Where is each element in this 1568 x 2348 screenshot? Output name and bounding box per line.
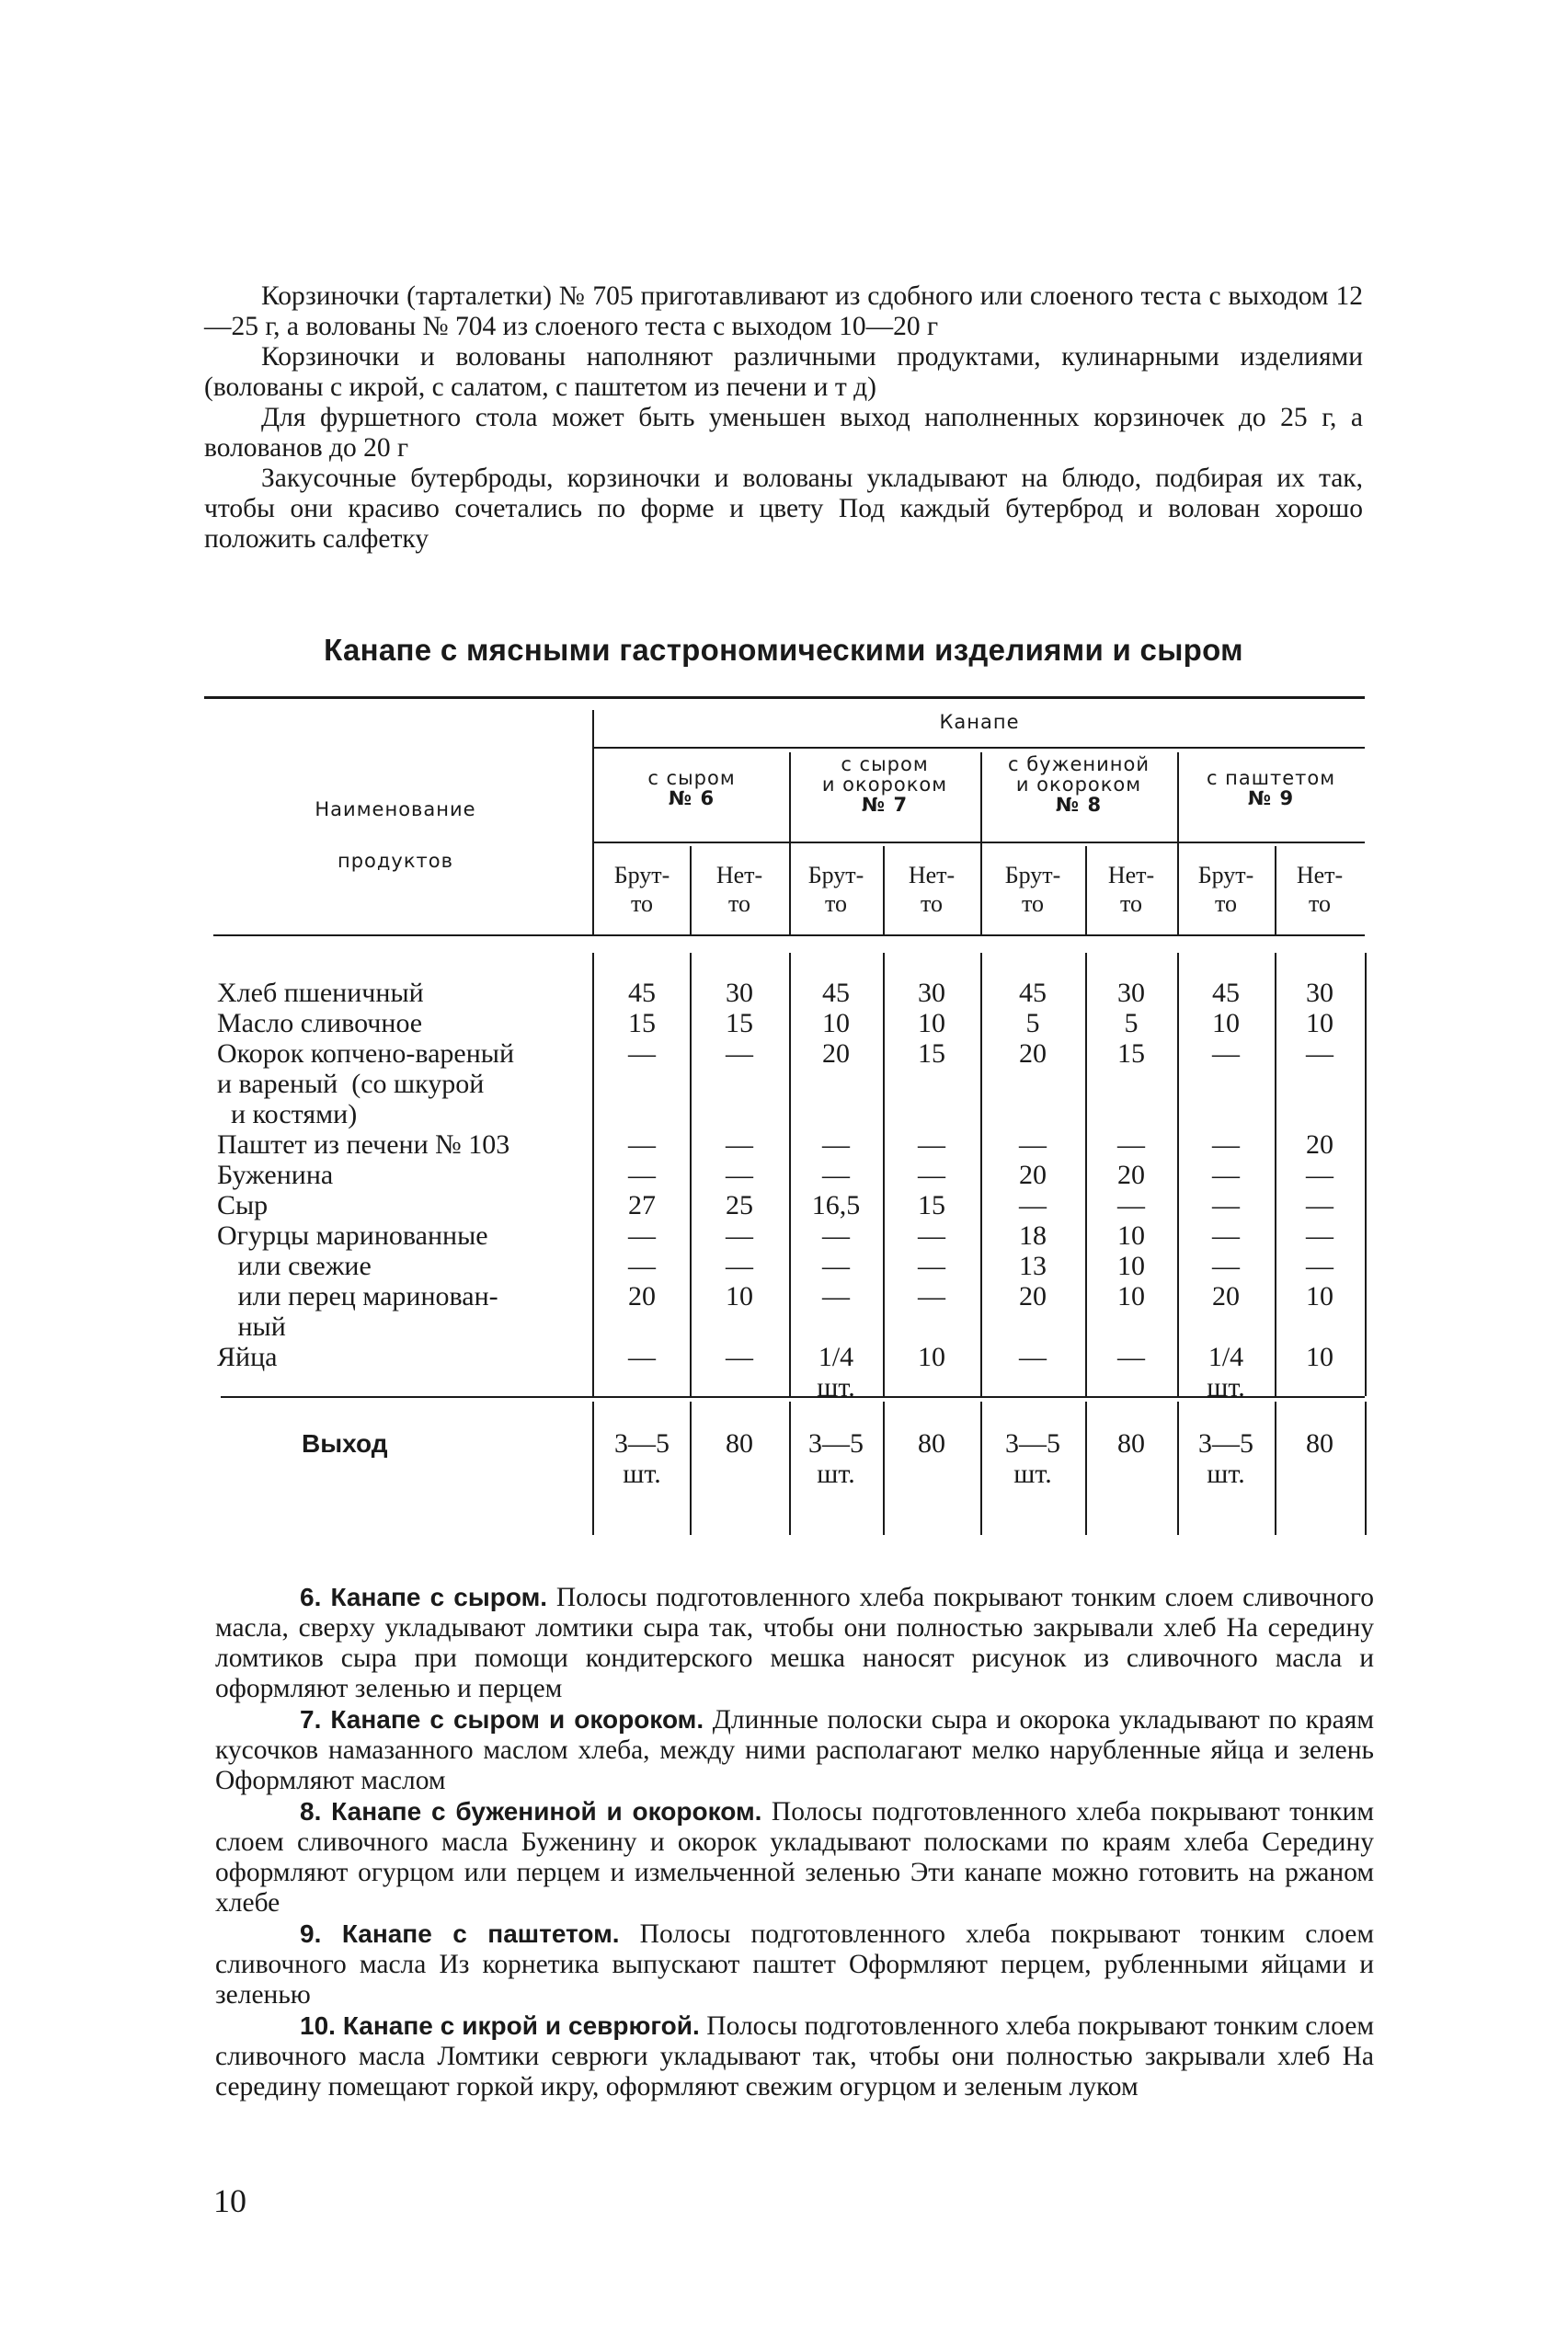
yield-unit: шт. xyxy=(817,1459,855,1489)
recipe-title: 10. Канапе с икрой и севрюгой. xyxy=(300,2011,700,2040)
yield-cell: 80 xyxy=(1117,1428,1145,1459)
column-rule xyxy=(1085,1402,1087,1535)
table-cell: — xyxy=(918,1220,945,1251)
table-cell: 20 xyxy=(1117,1160,1145,1190)
table-cell: 30 xyxy=(1117,978,1145,1008)
recipe-title: 7. Канапе с сыром и окороком. xyxy=(300,1705,704,1734)
table-cell: 1/4 xyxy=(1207,1342,1244,1372)
column-rule xyxy=(980,953,982,1396)
variant-header-line: и окороком xyxy=(821,773,948,796)
brutto-header-line: то xyxy=(1214,890,1238,917)
variant-header-line: № 9 xyxy=(1247,787,1295,809)
row-label: или свежие xyxy=(217,1251,372,1281)
header-bottom-rule xyxy=(213,934,1365,936)
table-cell: — xyxy=(1306,1251,1333,1281)
column-rule xyxy=(1177,1402,1179,1535)
table-cell: 20 xyxy=(822,1038,850,1069)
column-rule xyxy=(1275,1402,1276,1535)
table-cell: — xyxy=(726,1129,753,1160)
table-cell: 5 xyxy=(1124,1008,1139,1038)
recipe-text: Полосы подготовленного хлеба покрывают тонким слоем сливочного масла Из корнетика выпускают паштет Оформляют перцем, рубленными яйцами и зеленью xyxy=(215,1919,1374,2010)
row-label: Масло сливочное xyxy=(217,1008,423,1038)
table-cell: — xyxy=(726,1342,753,1372)
table-cell: 27 xyxy=(628,1190,656,1220)
table-cell: 10 xyxy=(918,1342,945,1372)
table-cell: — xyxy=(1117,1342,1145,1372)
group-rule xyxy=(789,752,791,934)
name-header-line: продуктов xyxy=(338,850,453,872)
column-rule xyxy=(789,953,791,1396)
table-cell: 15 xyxy=(918,1038,945,1069)
table-cell: 10 xyxy=(1306,1008,1333,1038)
table-cell: — xyxy=(1019,1342,1047,1372)
brutto-header xyxy=(980,861,1085,918)
column-rule xyxy=(1177,953,1179,1396)
page-number: 10 xyxy=(213,2182,246,2219)
table-cell: 20 xyxy=(1019,1038,1047,1069)
yield-cell: 3—5 xyxy=(614,1428,670,1459)
row-label: Хлеб пшеничный xyxy=(217,978,424,1008)
subcolumn-rule xyxy=(1085,846,1087,934)
subcolumn-rule xyxy=(1275,846,1276,934)
table-cell: — xyxy=(1306,1220,1333,1251)
table-cell: 45 xyxy=(822,978,850,1008)
table-cell: — xyxy=(628,1342,656,1372)
name-header-line: Наименование xyxy=(315,798,476,820)
variant-header-line: и окороком xyxy=(1015,773,1142,796)
table-cell: 20 xyxy=(628,1281,656,1311)
table-cell: — xyxy=(918,1160,945,1190)
variant-header xyxy=(1177,768,1365,808)
column-rule xyxy=(789,1402,791,1535)
table-cell: — xyxy=(628,1038,656,1069)
table-cell: 15 xyxy=(918,1190,945,1220)
yield-cell: 3—5 xyxy=(808,1428,864,1459)
intro-paragraph: Корзиночки (тарталетки) № 705 приготавливают из сдобного или слоеного теста с выходом 12—25 г, а волованы № 704 из слоеного теста с выходом 10—20 г xyxy=(204,281,1363,341)
table-cell: — xyxy=(822,1220,850,1251)
brutto-header xyxy=(1177,861,1275,918)
netto-header xyxy=(1275,861,1365,918)
table-cell: 45 xyxy=(1019,978,1047,1008)
header-rule xyxy=(592,747,1365,749)
netto-header-line: Нет- xyxy=(1296,862,1344,888)
table-cell: — xyxy=(918,1281,945,1311)
table-cell: — xyxy=(628,1160,656,1190)
table-cell: — xyxy=(822,1129,850,1160)
variant-header-line: с сыром xyxy=(841,753,929,775)
header-rule xyxy=(592,842,1365,843)
variant-header-line: с паштетом xyxy=(1206,767,1336,789)
recipe-descriptions xyxy=(215,1582,1374,2102)
brutto-header-line: Брут- xyxy=(1004,862,1061,888)
table-cell: — xyxy=(628,1129,656,1160)
recipe-item xyxy=(215,1582,1374,1704)
table-cell: — xyxy=(918,1251,945,1281)
recipe-item xyxy=(215,1796,1374,1918)
table-cell: 10 xyxy=(822,1008,850,1038)
table-cell: 10 xyxy=(1306,1281,1333,1311)
variant-header xyxy=(789,754,980,815)
netto-header-line: то xyxy=(1119,890,1143,917)
table-cell: — xyxy=(1117,1190,1145,1220)
netto-header-line: то xyxy=(1308,890,1332,917)
group-header: Канапе xyxy=(939,711,1020,733)
column-rule xyxy=(690,1402,692,1535)
table-cell: — xyxy=(1019,1190,1047,1220)
table-cell: — xyxy=(1117,1129,1145,1160)
table-cell: — xyxy=(628,1220,656,1251)
table-cell: — xyxy=(726,1251,753,1281)
netto-header xyxy=(690,861,789,918)
table-cell: 25 xyxy=(726,1190,753,1220)
table-cell: 15 xyxy=(726,1008,753,1038)
recipe-title: 8. Канапе с бужениной и окороком. xyxy=(300,1797,762,1826)
brutto-header-line: Брут- xyxy=(1197,862,1254,888)
name-column-header xyxy=(221,784,570,887)
yield-cell: 80 xyxy=(918,1428,945,1459)
yield-cell: 3—5 xyxy=(1005,1428,1060,1459)
intro-paragraph: Закусочные бутерброды, корзиночки и волованы укладывают на блюдо, подбирая их так, чтобы они красиво сочетались по форме и цвету Под каждый бутерброд и волован хорошо положить салфетку xyxy=(204,464,1363,554)
table-cell: 30 xyxy=(918,978,945,1008)
yield-unit: шт. xyxy=(1207,1459,1245,1489)
table-cell: 18 xyxy=(1019,1220,1047,1251)
row-label: и вареный (со шкурой xyxy=(217,1069,485,1099)
row-label: Огурцы маринованные xyxy=(217,1220,488,1251)
table-cell: 45 xyxy=(1212,978,1240,1008)
table-cell: 10 xyxy=(1306,1342,1333,1372)
table-cell: 5 xyxy=(1025,1008,1040,1038)
row-label: Сыр xyxy=(217,1190,269,1220)
table-cell: 13 xyxy=(1019,1251,1047,1281)
table-cell: 16,5 xyxy=(811,1190,861,1220)
table-cell: 20 xyxy=(1019,1160,1047,1190)
table-cell: 20 xyxy=(1212,1281,1240,1311)
table-cell: — xyxy=(726,1220,753,1251)
intro-paragraph: Корзиночки и волованы наполняют различными продуктами, кулинарными изделиями (волованы с икрой, с салатом, с паштетом из печени и т д) xyxy=(204,342,1363,402)
netto-header-line: Нет- xyxy=(1107,862,1155,888)
table-cell: 45 xyxy=(628,978,656,1008)
recipe-text: Полосы подготовленного хлеба покрывают тонким слоем сливочного масла Ломтики севрюги укладывают так, чтобы они полностью закрывали хлеб На середину помещают горкой икру, оформляют свежим огурцом и зеленым луком xyxy=(215,2011,1374,2102)
table-cell: — xyxy=(628,1251,656,1281)
row-label: Буженина xyxy=(217,1160,334,1190)
table-cell: 1/4 xyxy=(818,1342,854,1372)
yield-cell: 3—5 xyxy=(1198,1428,1253,1459)
column-rule xyxy=(1365,953,1367,1396)
column-rule xyxy=(883,953,885,1396)
brutto-header-line: Брут- xyxy=(807,862,864,888)
variant-header-line: № 8 xyxy=(1055,794,1103,816)
table-cell: 15 xyxy=(1117,1038,1145,1069)
table-cell: — xyxy=(1212,1038,1240,1069)
recipe-title: 6. Канапе с сыром. xyxy=(300,1583,548,1611)
table-cell: — xyxy=(1212,1220,1240,1251)
netto-header-line: то xyxy=(727,890,751,917)
variant-header-line: с сыром xyxy=(647,767,736,789)
row-label: ный xyxy=(217,1311,286,1342)
recipe-item xyxy=(215,2010,1374,2102)
netto-header-line: Нет- xyxy=(908,862,956,888)
yield-cell: 80 xyxy=(726,1428,753,1459)
column-rule xyxy=(883,1402,885,1535)
row-label: Яйца xyxy=(217,1342,278,1372)
netto-header xyxy=(1085,861,1177,918)
table-top-rule xyxy=(204,696,1365,699)
table-cell: 10 xyxy=(1117,1251,1145,1281)
table-cell: — xyxy=(1306,1190,1333,1220)
group-rule xyxy=(980,752,982,934)
table-cell: 10 xyxy=(726,1281,753,1311)
row-label: или перец маринован- xyxy=(217,1281,498,1311)
table-cell: 30 xyxy=(726,978,753,1008)
table-cell: — xyxy=(822,1251,850,1281)
recipe-text: Полосы подготовленного хлеба покрывают тонким слоем сливочного масла Буженину и окорок укладывают полосками по краям хлеба Середину оформляют огурцом или перцем и измельченной зеленью Эти канапе можно готовить на ржаном хлебе xyxy=(215,1797,1374,1918)
brutto-header-line: то xyxy=(630,890,654,917)
table-cell: — xyxy=(1212,1190,1240,1220)
recipe-item xyxy=(215,1704,1374,1796)
table-cell: — xyxy=(1019,1129,1047,1160)
yield-unit: шт. xyxy=(623,1459,661,1489)
table-cell: — xyxy=(726,1160,753,1190)
variant-header-line: с бужениной xyxy=(1007,753,1150,775)
column-rule xyxy=(1275,953,1276,1396)
table-cell: — xyxy=(1306,1160,1333,1190)
table-cell: — xyxy=(822,1160,850,1190)
netto-header-line: Нет- xyxy=(715,862,763,888)
brutto-header xyxy=(789,861,883,918)
recipe-text: Длинные полоски сыра и окорока укладывают по краям кусочков намазанного маслом хлеба, между ними располагают мелко нарубленные яйца и зелень Оформляют маслом xyxy=(215,1705,1374,1795)
recipe-title: 9. Канапе с паштетом. xyxy=(300,1919,620,1948)
row-label: и костями) xyxy=(217,1099,358,1129)
brutto-header-line: то xyxy=(824,890,848,917)
table-cell: — xyxy=(1212,1129,1240,1160)
table-cell: — xyxy=(1212,1251,1240,1281)
subcolumn-rule xyxy=(690,846,692,934)
table-cell: 10 xyxy=(1117,1220,1145,1251)
table-cell: 20 xyxy=(1306,1129,1333,1160)
recipe-item xyxy=(215,1918,1374,2010)
yield-label: Выход xyxy=(302,1429,388,1458)
table-cell: — xyxy=(918,1129,945,1160)
column-rule xyxy=(1085,953,1087,1396)
brutto-header xyxy=(594,861,690,918)
recipe-text: Полосы подготовленного хлеба покрывают тонким слоем сливочного масла, сверху укладывают ломтики сыра так, чтобы они полностью закрывали хлеб На середину ломтиков сыра при помощи кондитерского мешка наносят рисунок из сливочного масла и оформляют зеленью и перцем xyxy=(215,1583,1374,1703)
column-rule xyxy=(690,953,692,1396)
yield-unit: шт. xyxy=(1013,1459,1052,1489)
table-cell: 30 xyxy=(1306,978,1333,1008)
intro-paragraph: Для фуршетного стола может быть уменьшен выход наполненных корзиночек до 25 г, а волованов до 20 г xyxy=(204,403,1363,463)
table-cell: — xyxy=(726,1038,753,1069)
table-cell: 10 xyxy=(1117,1281,1145,1311)
variant-header-line: № 6 xyxy=(668,787,715,809)
table-cell: 20 xyxy=(1019,1281,1047,1311)
brutto-header-line: Брут- xyxy=(613,862,670,888)
table-cell: шт. xyxy=(1207,1372,1245,1403)
column-rule xyxy=(1365,1402,1367,1535)
table-cell: — xyxy=(822,1281,850,1311)
table-cell: — xyxy=(1212,1160,1240,1190)
yield-cell: 80 xyxy=(1306,1428,1333,1459)
subcolumn-rule xyxy=(883,846,885,934)
table-title: Канапе с мясными гастрономическими изделиями и сыром xyxy=(324,633,1243,667)
netto-header xyxy=(883,861,980,918)
netto-header-line: то xyxy=(920,890,944,917)
table-cell: 10 xyxy=(918,1008,945,1038)
group-rule xyxy=(1177,752,1179,934)
brutto-header-line: то xyxy=(1021,890,1045,917)
variant-header xyxy=(980,754,1177,815)
table-cell: шт. xyxy=(817,1372,855,1403)
variant-header xyxy=(594,768,789,808)
table-cell: 15 xyxy=(628,1008,656,1038)
table-cell: — xyxy=(1306,1038,1333,1069)
variant-header-line: № 7 xyxy=(861,794,909,816)
column-rule xyxy=(980,1402,982,1535)
row-label: Паштет из печени № 103 xyxy=(217,1129,510,1160)
row-label: Окорок копчено-вареный xyxy=(217,1038,515,1069)
table-cell: 10 xyxy=(1212,1008,1240,1038)
